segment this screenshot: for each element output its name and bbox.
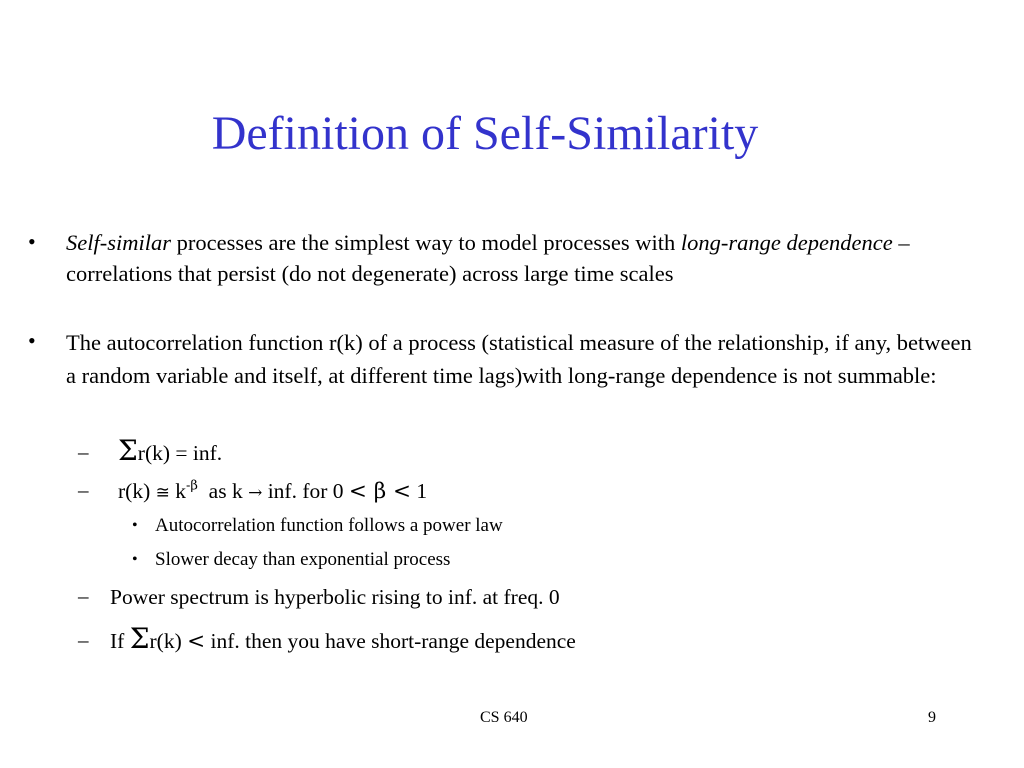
sub-text: inf. for 0 — [262, 479, 349, 503]
less-than-symbol: < — [187, 629, 206, 654]
term-self-similar: Self-similar — [66, 230, 171, 255]
beta-symbol: β — [366, 479, 394, 504]
bullet-text: processes are the simplest way to model processes with — [171, 230, 681, 255]
slide-title: Definition of Self-Similarity — [211, 107, 759, 160]
sub-short-range — [110, 622, 990, 657]
sub-text: r(k) — [149, 629, 188, 653]
sub-text: 1 — [411, 479, 428, 503]
less-than-symbol: < — [348, 479, 367, 504]
exponent: -β — [185, 478, 198, 494]
sub-power-spectrum: Power spectrum is hyperbolic rising to inf. at freq. 0 — [110, 585, 560, 609]
sub-text: r(k) = inf. — [137, 441, 223, 465]
sub-text: k — [169, 479, 186, 503]
bullet-marker: • — [28, 328, 36, 353]
dash-marker: – — [78, 440, 89, 464]
sub-text: inf. then you have short-range dependence — [205, 629, 576, 653]
sigma-symbol: Σ — [129, 622, 150, 655]
sub-bullet-power-law: Autocorrelation function follows a power law — [155, 515, 503, 536]
bullet-marker: • — [132, 551, 138, 568]
bullet-autocorrelation: The autocorrelation function r(k) of a process (statistical measure of the relationship, if any, between a random variable and itself, at different time lags)with long-range dependence is not summable: — [66, 330, 972, 388]
sub-bullet-slower-decay: Slower decay than exponential process — [155, 549, 451, 570]
sub-text: If — [110, 629, 130, 653]
dash-marker: – — [78, 628, 89, 652]
bullet-self-similar — [66, 227, 978, 289]
approx-symbol: ≅ — [155, 483, 170, 503]
bullet-marker: • — [132, 517, 138, 534]
less-than-symbol: < — [393, 479, 412, 504]
dash-marker: – — [78, 584, 89, 608]
dash-marker: – — [78, 478, 89, 502]
bullet-marker: • — [28, 229, 36, 254]
page-number: 9 — [928, 709, 936, 726]
arrow-icon: → — [248, 483, 263, 503]
term-long-range-dependence: long-range dependence — [680, 230, 893, 255]
sub-power-decay — [118, 476, 998, 508]
footer-course: CS 640 — [480, 709, 528, 726]
sub-text: as k — [197, 479, 249, 503]
sub-sum-inf — [118, 434, 998, 468]
sub-text: r(k) — [118, 479, 156, 503]
sigma-symbol: Σ — [118, 434, 138, 467]
bullet-text: – correlations that persist (do not degenerate) across large time scales — [66, 230, 910, 286]
